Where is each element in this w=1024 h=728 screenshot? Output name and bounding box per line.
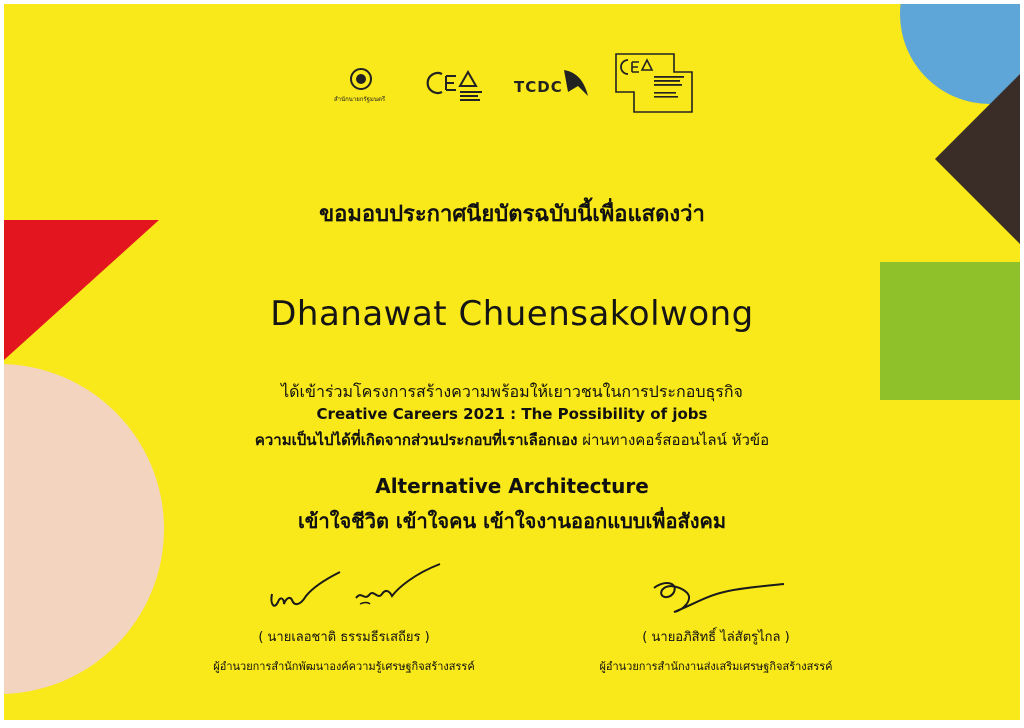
certificate	[4, 4, 1020, 720]
signature-right-icon	[644, 570, 794, 620]
signatory-right-title: ผู้อำนวยการสำนักงานส่งเสริมเศรษฐกิจสร้างสรรค์	[599, 660, 833, 673]
red-triangle-decoration	[4, 220, 159, 360]
government-seal-icon	[350, 68, 372, 90]
signatory-left-name: ( นายเลอชาติ ธรรมธีรเสถียร )	[258, 630, 430, 645]
program-subtitle	[4, 428, 1020, 452]
signatory-left	[144, 626, 544, 675]
cea-online-academy-logo-icon	[614, 52, 694, 114]
signatory-right	[516, 626, 916, 675]
program-title: Creative Careers 2021 : The Possibility of jobs	[316, 405, 708, 423]
signatory-right-name: ( นายอภิสิทธิ์ ไล่สัตรูไกล )	[642, 630, 790, 645]
recipient-name: Dhanawat Chuensakolwong	[270, 294, 754, 334]
cea-logo-icon	[426, 66, 486, 106]
course-topic-en: Alternative Architecture	[375, 474, 649, 498]
tcdc-mark-icon	[562, 66, 592, 100]
signature-left-icon	[244, 552, 464, 622]
course-topic-th: เข้าใจชีวิต เข้าใจคน เข้าใจงานออกแบบเพื่อสังคม	[297, 509, 727, 533]
signatory-left-title: ผู้อำนวยการสำนักพัฒนาองค์ความรู้เศรษฐกิจสร้างสรรค์	[213, 660, 475, 673]
program-subtitle-bold: ความเป็นไปได้ที่เกิดจากส่วนประกอบที่เราเลือกเอง	[254, 431, 578, 449]
program-subtitle-rest: ผ่านทางคอร์สออนไลน์ หัวข้อ	[577, 431, 770, 449]
tcdc-logo-text: TCDC	[514, 78, 563, 96]
seal-label: สำนักนายกรัฐมนตรี	[334, 96, 386, 103]
logo-strip	[334, 50, 704, 114]
certificate-heading: ขอมอบประกาศนียบัตรฉบับนี้เพื่อแสดงว่า	[319, 202, 705, 227]
program-line: ได้เข้าร่วมโครงการสร้างความพร้อมให้เยาวชนในการประกอบธุรกิจ	[281, 382, 743, 401]
